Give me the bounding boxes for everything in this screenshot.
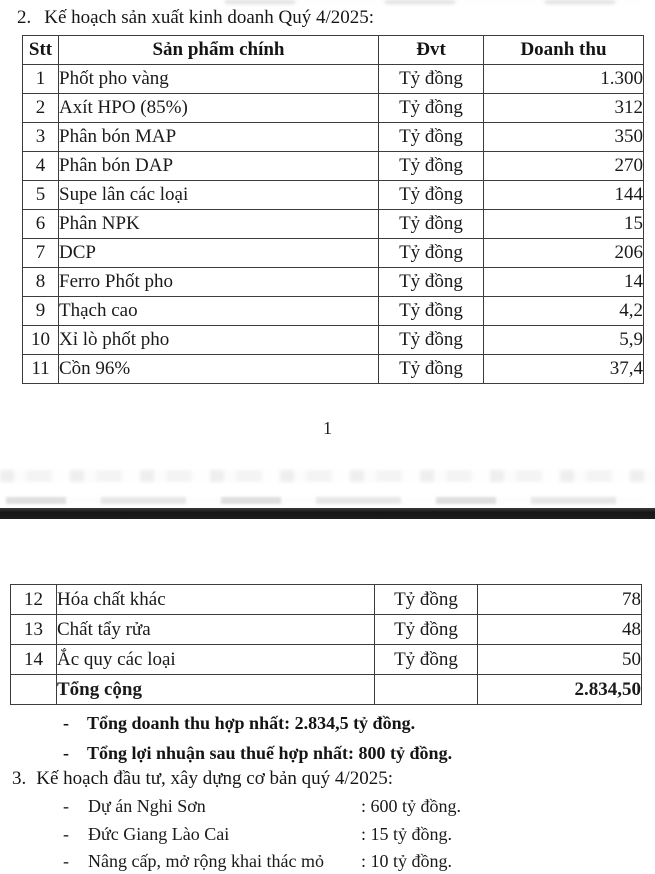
- invest-item-value: : 10 tỷ đồng.: [361, 851, 453, 871]
- scan-artifact-band: [0, 470, 655, 482]
- table-row: [23, 268, 644, 297]
- page-break-bar: [0, 508, 655, 519]
- summary-profit-text: Tổng lợi nhuận sau thuế hợp nhất: 800 tỷ đồng.: [87, 743, 453, 763]
- production-plan-table-page1: [22, 35, 644, 384]
- cell-unit: Tỷ đồng: [379, 65, 484, 94]
- cell-stt: 3: [23, 123, 59, 152]
- production-plan-table-page2: [10, 584, 642, 705]
- cell-unit: Tỷ đồng: [375, 615, 478, 645]
- cell-stt: 4: [23, 152, 59, 181]
- cell-unit: Tỷ đồng: [379, 152, 484, 181]
- header-revenue: Doanh thu: [484, 36, 644, 65]
- cell-unit-empty: [375, 675, 478, 705]
- cell-product: Xỉ lò phốt pho: [59, 326, 379, 355]
- table-row: [23, 65, 644, 94]
- cell-product: Phân bón DAP: [59, 152, 379, 181]
- cell-product: Ferro Phốt pho: [59, 268, 379, 297]
- table-header-row: [23, 36, 644, 65]
- bullet-dash: -: [63, 743, 69, 763]
- cell-revenue: 48: [478, 615, 642, 645]
- cell-revenue: 14: [484, 268, 644, 297]
- cell-total-label: Tổng cộng: [57, 675, 375, 705]
- cell-product: Thạch cao: [59, 297, 379, 326]
- cell-unit: Tỷ đồng: [379, 268, 484, 297]
- section-2-heading: [17, 7, 374, 29]
- cell-revenue: 37,4: [484, 355, 644, 384]
- section-3-number: 3.: [12, 768, 27, 789]
- table-row: [23, 181, 644, 210]
- cell-revenue: 5,9: [484, 326, 644, 355]
- bullet-dash: -: [63, 851, 69, 871]
- bullet-dash: -: [63, 824, 69, 844]
- cell-product: Hóa chất khác: [57, 585, 375, 615]
- cell-unit: Tỷ đồng: [379, 355, 484, 384]
- cell-revenue: 270: [484, 152, 644, 181]
- cell-revenue: 144: [484, 181, 644, 210]
- invest-item-value: : 15 tỷ đồng.: [361, 824, 453, 844]
- cell-total-value: 2.834,50: [478, 675, 642, 705]
- cell-product: Ắc quy các loại: [57, 645, 375, 675]
- table-row: [23, 210, 644, 239]
- cell-revenue: 15: [484, 210, 644, 239]
- cell-product: Supe lân các loại: [59, 181, 379, 210]
- table-row: [23, 123, 644, 152]
- cell-stt: 8: [23, 268, 59, 297]
- section-2-number: 2.: [17, 7, 32, 28]
- table-row: [11, 615, 642, 645]
- cell-stt: 9: [23, 297, 59, 326]
- section-3-title: Kế hoạch đầu tư, xây dựng cơ bản quý 4/2025:: [36, 768, 393, 789]
- cell-revenue: 50: [478, 645, 642, 675]
- cell-revenue: 206: [484, 239, 644, 268]
- header-stt: Stt: [23, 36, 59, 65]
- cell-product: Chất tẩy rửa: [57, 615, 375, 645]
- table-row: [23, 152, 644, 181]
- table-row: [23, 94, 644, 123]
- bullet-dash: -: [63, 713, 69, 733]
- cell-revenue: 350: [484, 123, 644, 152]
- cell-stt: 7: [23, 239, 59, 268]
- page-number: 1: [323, 418, 332, 438]
- cell-unit: Tỷ đồng: [375, 645, 478, 675]
- cell-stt: 5: [23, 181, 59, 210]
- header-unit: Đvt: [379, 36, 484, 65]
- scan-artifact-band: [6, 497, 646, 504]
- cell-product: Phốt pho vàng: [59, 65, 379, 94]
- cell-product: Cồn 96%: [59, 355, 379, 384]
- cell-stt: 2: [23, 94, 59, 123]
- cell-unit: Tỷ đồng: [379, 239, 484, 268]
- invest-item-label: Đức Giang Lào Cai: [88, 824, 230, 844]
- cell-unit: Tỷ đồng: [375, 585, 478, 615]
- section-2-title: Kế hoạch sản xuất kinh doanh Quý 4/2025:: [44, 7, 375, 28]
- cell-stt: 12: [11, 585, 57, 615]
- cell-stt-empty: [11, 675, 57, 705]
- section-3-heading: [12, 768, 393, 790]
- invest-item-label: Dự án Nghi Sơn: [88, 796, 206, 816]
- cell-product: DCP: [59, 239, 379, 268]
- table-row: [11, 585, 642, 615]
- cell-stt: 13: [11, 615, 57, 645]
- cell-stt: 10: [23, 326, 59, 355]
- cell-unit: Tỷ đồng: [379, 94, 484, 123]
- cell-revenue: 312: [484, 94, 644, 123]
- table-row: [23, 326, 644, 355]
- bullet-dash: -: [63, 796, 69, 816]
- invest-item-label: Nâng cấp, mở rộng khai thác mỏ: [88, 851, 324, 871]
- cell-revenue: 78: [478, 585, 642, 615]
- header-product: Sản phẩm chính: [59, 36, 379, 65]
- table-row: [23, 297, 644, 326]
- table-row: [23, 355, 644, 384]
- cell-unit: Tỷ đồng: [379, 297, 484, 326]
- invest-item-value: : 600 tỷ đồng.: [361, 796, 462, 816]
- cell-stt: 11: [23, 355, 59, 384]
- cell-product: Phân bón MAP: [59, 123, 379, 152]
- scan-artifact-top: [225, 0, 645, 4]
- summary-revenue-text: Tổng doanh thu hợp nhất: 2.834,5 tỷ đồng.: [87, 713, 416, 733]
- cell-revenue: 4,2: [484, 297, 644, 326]
- cell-stt: 6: [23, 210, 59, 239]
- cell-unit: Tỷ đồng: [379, 326, 484, 355]
- cell-product: Axít HPO (85%): [59, 94, 379, 123]
- cell-unit: Tỷ đồng: [379, 181, 484, 210]
- cell-stt: 1: [23, 65, 59, 94]
- cell-product: Phân NPK: [59, 210, 379, 239]
- cell-unit: Tỷ đồng: [379, 123, 484, 152]
- cell-unit: Tỷ đồng: [379, 210, 484, 239]
- table-total-row: [11, 675, 642, 705]
- table-row: [11, 645, 642, 675]
- table-row: [23, 239, 644, 268]
- cell-revenue: 1.300: [484, 65, 644, 94]
- cell-stt: 14: [11, 645, 57, 675]
